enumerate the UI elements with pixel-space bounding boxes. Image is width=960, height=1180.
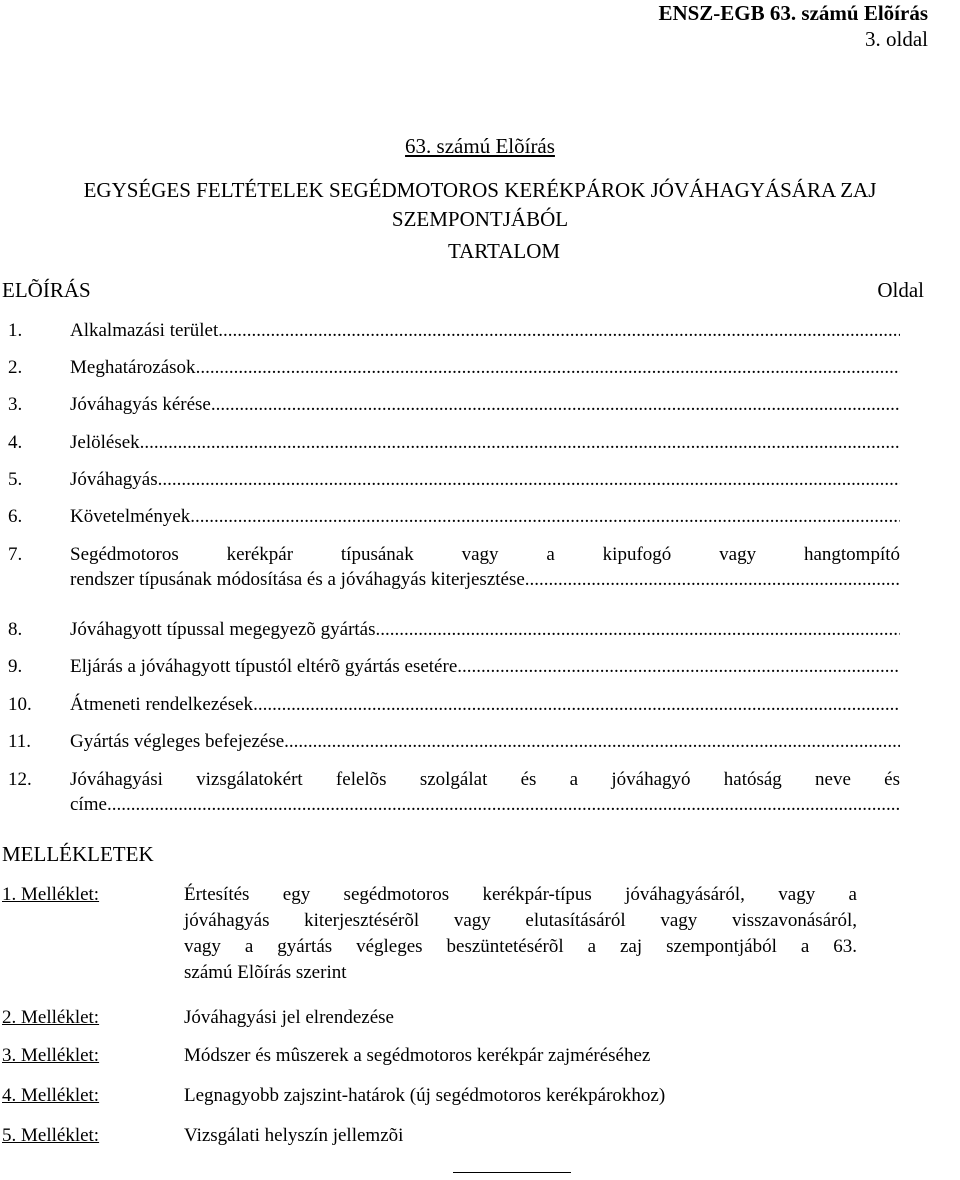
toc-dot-leader [218, 318, 900, 343]
toc-dot-leader [140, 430, 900, 455]
annex-label[interactable]: 5. Melléklet: [2, 1125, 100, 1146]
toc-item-title: Alkalmazási terület [70, 320, 219, 341]
toc-dot-leader [196, 355, 900, 380]
annex-label[interactable]: 2. Melléklet: [2, 1007, 100, 1028]
toc-dot-leader [253, 692, 900, 717]
annex-description-line: jóváhagyás kiterjesztésérõl vagy elutasításáról vagy visszavonásáról, [184, 910, 857, 931]
toc-item-number: 11. [8, 731, 32, 752]
toc-item-number: 10. [8, 694, 32, 715]
toc-item-title-line1: Jóváhagyási vizsgálatokért felelõs szolgálat és a jóváhagyó hatóság neve és [70, 769, 900, 790]
regulation-title-text: 63. számú Elõírás [405, 134, 555, 158]
toc-item-title-line1: Segédmotoros kerékpár típusának vagy a kipufogó vagy hangtompító [70, 544, 900, 565]
toc-item-title: Jóváhagyott típussal megegyezõ gyártás [70, 619, 376, 640]
toc-item-title: Gyártás végleges befejezése [70, 731, 285, 752]
annexes-heading: MELLÉKLETEK [2, 842, 154, 866]
annex-description-line: Jóváhagyási jel elrendezése [184, 1007, 394, 1028]
annex-description-line: Módszer és mûszerek a segédmotoros kerékpár zajméréséhez [184, 1045, 651, 1066]
toc-item-title-line2: rendszer típusának módosítása és a jóváhagyás kiterjesztése [70, 569, 525, 590]
toc-item-title: Jóváhagyás kérése [70, 394, 211, 415]
toc-dot-leader [284, 729, 900, 754]
contents-heading: TARTALOM [448, 239, 561, 263]
header-title: ENSZ-EGB 63. számú Elõírás [658, 1, 928, 25]
toc-item-number: 4. [8, 432, 23, 453]
annex-label[interactable]: 3. Melléklet: [2, 1045, 100, 1066]
annex-label[interactable]: 4. Melléklet: [2, 1085, 100, 1106]
annex-description [184, 882, 857, 986]
regulation-title [0, 134, 960, 159]
toc-item-number: 12. [8, 769, 32, 790]
toc-dot-leader [525, 567, 900, 592]
toc-item-title: Eljárás a jóváhagyott típustól eltérõ gyártás esetére [70, 656, 458, 677]
toc-item-title: Követelmények [70, 506, 191, 527]
annex-description-line: Legnagyobb zajszint-határok (új segédmotoros kerékpárokhoz) [184, 1085, 666, 1106]
annex-description-line: számú Elõírás szerint [184, 962, 347, 983]
toc-item-number: 9. [8, 656, 23, 677]
annex-description-line: Vizsgálati helyszín jellemzõi [184, 1125, 404, 1146]
annex-description-line: vagy a gyártás végleges beszüntetésérõl a zaj szempontjából a 63. [184, 936, 857, 957]
toc-item-number: 7. [8, 544, 23, 565]
toc-item-title: Átmeneti rendelkezések [70, 694, 254, 715]
toc-item-title: Meghatározások [70, 357, 196, 378]
toc-dot-leader [107, 792, 900, 817]
toc-item-title: Jelölések [70, 432, 140, 453]
annex-label[interactable]: 1. Melléklet: [2, 884, 100, 905]
toc-item-title-line2: címe [70, 794, 107, 815]
toc-item-number: 3. [8, 394, 23, 415]
toc-item-number: 5. [8, 469, 23, 490]
toc-dot-leader [190, 504, 900, 529]
toc-dot-leader [376, 617, 900, 642]
header-page-number: 3. oldal [865, 27, 928, 51]
annex-description-line: Értesítés egy segédmotoros kerékpár-típus jóváhagyásáról, vagy a [184, 884, 857, 905]
toc-dot-leader [211, 392, 900, 417]
toc-dot-leader [158, 467, 900, 492]
preface-heading: ELÕÍRÁS [2, 278, 91, 302]
toc-item-number: 2. [8, 357, 23, 378]
toc-dot-leader [457, 654, 900, 679]
document-header [658, 0, 928, 52]
toc-item-number: 8. [8, 619, 23, 640]
toc-item-number: 6. [8, 506, 23, 527]
page-column-heading: Oldal [877, 278, 924, 302]
toc-item-number: 1. [8, 320, 23, 341]
main-title-line1: EGYSÉGES FELTÉTELEK SEGÉDMOTOROS KERÉKPÁROK JÓVÁHAGYÁSÁRA ZAJ [83, 178, 877, 202]
end-divider [453, 1172, 571, 1173]
main-title-line2: SZEMPONTJÁBÓL [391, 207, 569, 231]
toc-item-title: Jóváhagyás [70, 469, 158, 490]
main-title [0, 176, 960, 234]
